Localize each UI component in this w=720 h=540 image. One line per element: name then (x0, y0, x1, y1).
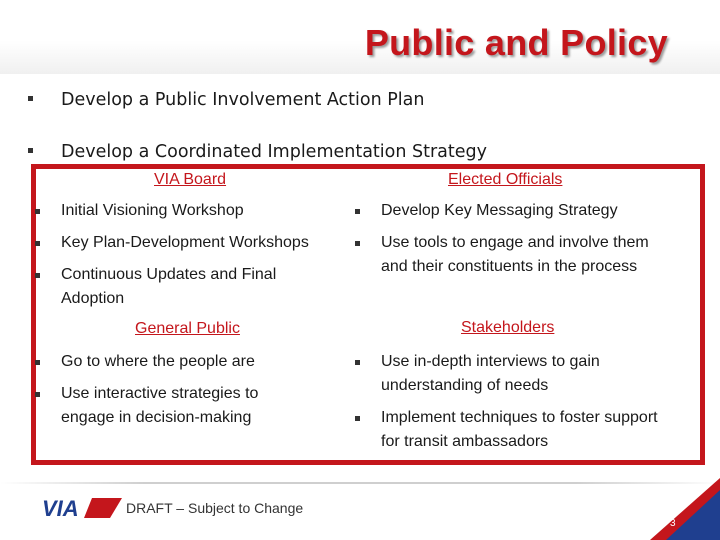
square-bullet-icon (35, 392, 40, 397)
list-item-text: Implement techniques to foster support for transit ambassadors (381, 409, 658, 450)
slide-title: Public and Policy (364, 22, 668, 63)
list-item (61, 350, 351, 374)
via-logo (40, 496, 124, 520)
quadrant-heading-general-public: General Public (135, 320, 240, 337)
top-bullet-text: Develop a Coordinated Implementation Strategy (61, 142, 487, 162)
list-item-text: Use interactive strategies to engage in decision-making (61, 385, 259, 426)
list-item (61, 199, 351, 223)
square-bullet-icon (35, 241, 40, 246)
list-item-text: Go to where the people are (61, 353, 255, 370)
quadrant-heading-stakeholders: Stakeholders (461, 319, 555, 336)
square-bullet-icon (355, 416, 360, 421)
quadrant-heading-via-board: VIA Board (154, 171, 227, 188)
square-bullet-icon (35, 273, 40, 278)
list-item (381, 406, 671, 454)
square-bullet-icon (355, 241, 360, 246)
page-number: 3 (670, 518, 676, 529)
list-item (381, 231, 676, 279)
list-item-text: Initial Visioning Workshop (61, 202, 244, 219)
list-item (61, 231, 361, 255)
quadrant-heading-elected-officials: Elected Officials (448, 171, 563, 188)
list-item (381, 199, 671, 223)
footer-divider (0, 482, 720, 484)
square-bullet-icon (35, 209, 40, 214)
square-bullet-icon (28, 148, 33, 153)
list-item-text: Continuous Updates and Final Adoption (61, 266, 277, 307)
square-bullet-icon (355, 209, 360, 214)
via-logo-text: VIA (42, 496, 79, 520)
list-item (61, 382, 311, 430)
square-bullet-icon (355, 360, 360, 365)
top-bullet-item (28, 86, 708, 115)
list-item (61, 263, 323, 311)
top-bullet-item (28, 138, 708, 167)
top-bullet-text: Develop a Public Involvement Action Plan (61, 90, 425, 110)
list-item-text: Develop Key Messaging Strategy (381, 202, 618, 219)
square-bullet-icon (28, 96, 33, 101)
square-bullet-icon (35, 360, 40, 365)
list-item-text: Key Plan-Development Workshops (61, 234, 309, 251)
list-item-text: Use tools to engage and involve them and their constituents in the process (381, 234, 649, 275)
draft-note: DRAFT – Subject to Change (126, 500, 304, 516)
list-item-text: Use in-depth interviews to gain understanding of needs (381, 353, 600, 394)
list-item (381, 350, 661, 398)
